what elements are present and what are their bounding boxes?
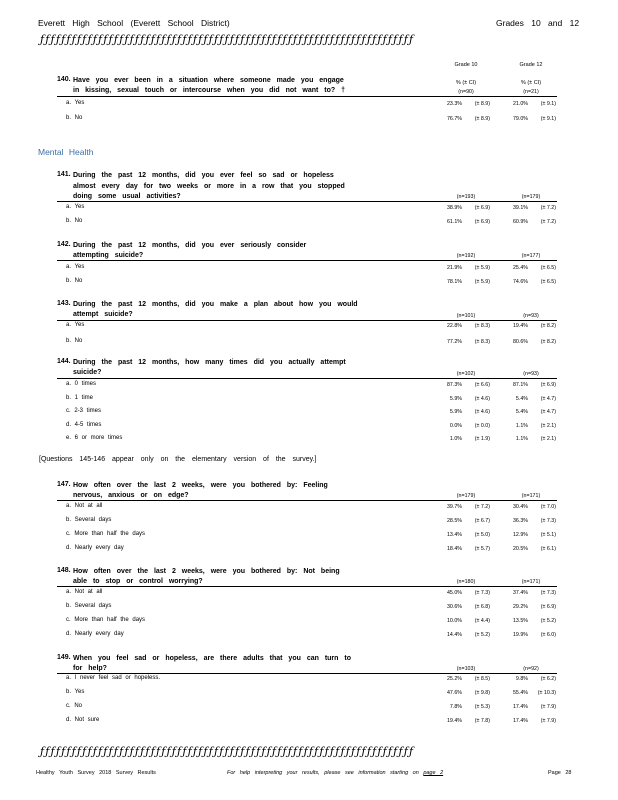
value-grade-10: 21.9% (446, 265, 462, 271)
value-grade-10: 22.8% (446, 323, 462, 329)
question-text: During the past 12 months, did you ever feel so sad or hopeless (73, 172, 334, 179)
question-text: doing some usual activities? (73, 193, 181, 200)
question-text: How often over the last 2 weeks, were you bothered by: Feeling (73, 482, 328, 489)
ci-grade-10: (± 6.7) (474, 518, 490, 524)
value-grade-10: 18.4% (446, 546, 462, 552)
question-text: How often over the last 2 weeks, were you bothered by: Not being (73, 568, 340, 575)
value-grade-12: 1.1% (515, 423, 528, 429)
answer-label: d. Not sure (66, 717, 100, 723)
sample-size-10: (n=101) (456, 313, 476, 319)
value-grade-10: 38.9% (446, 205, 462, 211)
ci-grade-12: (± 6.5) (540, 279, 556, 285)
grades-header: Grades 10 and 12 (496, 18, 580, 28)
value-grade-10: 28.5% (446, 518, 462, 524)
divider (57, 673, 557, 674)
answer-label: b. No (66, 278, 83, 284)
question-text: attempt suicide? (73, 311, 133, 318)
question-number: 149. (57, 654, 71, 661)
ci-grade-12: (± 7.3) (540, 518, 556, 524)
ci-grade-12: (± 5.1) (540, 532, 556, 538)
ci-grade-12: (± 10.3) (537, 690, 556, 696)
sample-size-10: (n=180) (456, 579, 476, 585)
sample-size-10: (n=193) (456, 194, 476, 200)
question-number: 144. (57, 358, 71, 365)
ci-grade-12: (± 4.7) (540, 409, 556, 415)
divider (57, 320, 557, 321)
sample-size-12: (n=171) (521, 493, 541, 499)
ci-grade-12: (± 6.5) (540, 265, 556, 271)
sample-size-12: (n=93) (523, 313, 539, 319)
divider (57, 96, 557, 97)
sample-size-10: (n=102) (456, 371, 476, 377)
ci-grade-10: (± 5.9) (474, 265, 490, 271)
question-number: 142. (57, 241, 71, 248)
divider (57, 586, 557, 587)
value-grade-12: 1.1% (515, 436, 528, 442)
value-grade-10: 23.3% (446, 101, 462, 107)
school-header: Everett High School (Everett School District) (38, 18, 230, 28)
question-number: 140. (57, 76, 71, 83)
ci-grade-10: (± 6.8) (474, 604, 490, 610)
value-grade-12: 79.0% (512, 116, 528, 122)
column-pct-ci-12: % (± CI) (520, 80, 542, 86)
value-grade-12: 80.6% (512, 339, 528, 345)
answer-label: b. No (66, 218, 83, 224)
ci-grade-12: (± 6.1) (540, 546, 556, 552)
sample-size-12: (n=179) (521, 194, 541, 200)
value-grade-10: 77.2% (446, 339, 462, 345)
question-number: 147. (57, 481, 71, 488)
question-text: almost every day for two weeks or more in a row that you stopped (73, 183, 345, 190)
value-grade-12: 5.4% (515, 396, 528, 402)
answer-label: d. Nearly every day (66, 545, 124, 551)
footer-page-number: Page 28 (548, 770, 572, 776)
ci-grade-12: (± 7.2) (540, 219, 556, 225)
value-grade-10: 30.6% (446, 604, 462, 610)
question-text: Have you ever been in a situation where someone made you engage (73, 77, 344, 84)
ci-grade-12: (± 7.9) (540, 718, 556, 724)
answer-label: a. Yes (66, 100, 85, 106)
answer-label: b. Yes (66, 689, 85, 695)
value-grade-10: 5.9% (449, 396, 462, 402)
ci-grade-10: (± 7.2) (474, 504, 490, 510)
ci-grade-12: (± 2.1) (540, 423, 556, 429)
value-grade-12: 29.2% (512, 604, 528, 610)
ci-grade-10: (± 5.0) (474, 532, 490, 538)
question-text: nervous, anxious or on edge? (73, 492, 189, 499)
value-grade-12: 55.4% (512, 690, 528, 696)
sample-size-12: (n=92) (523, 666, 539, 672)
question-number: 148. (57, 567, 71, 574)
ci-grade-10: (± 8.9) (474, 101, 490, 107)
value-grade-12: 37.4% (512, 590, 528, 596)
ci-grade-12: (± 9.1) (540, 101, 556, 107)
answer-label: b. Several days (66, 517, 112, 523)
sample-size-10: (n=103) (456, 666, 476, 672)
value-grade-12: 20.5% (512, 546, 528, 552)
answer-label: d. 4-5 times (66, 422, 102, 428)
question-text: for help? (73, 665, 107, 672)
value-grade-12: 36.3% (512, 518, 528, 524)
value-grade-10: 45.0% (446, 590, 462, 596)
ci-grade-12: (± 8.2) (540, 339, 556, 345)
answer-label: c. No (66, 703, 83, 709)
answer-label: e. 6 or more times (66, 435, 123, 441)
ci-grade-10: (± 8.9) (474, 116, 490, 122)
value-grade-10: 25.2% (446, 676, 462, 682)
ci-grade-10: (± 9.8) (474, 690, 490, 696)
answer-label: b. No (66, 338, 83, 344)
answer-label: d. Nearly every day (66, 631, 124, 637)
ci-grade-12: (± 7.9) (540, 704, 556, 710)
question-text: in kissing, sexual touch or intercourse when you did not want to? † (73, 87, 346, 94)
answer-label: b. 1 time (66, 395, 94, 401)
value-grade-12: 12.9% (512, 532, 528, 538)
value-grade-12: 21.0% (512, 101, 528, 107)
question-text: suicide? (73, 369, 102, 376)
value-grade-12: 5.4% (515, 409, 528, 415)
sample-size-12: (n=171) (521, 579, 541, 585)
answer-label: a. I never feel sad or hopeless. (66, 675, 161, 681)
value-grade-12: 19.4% (512, 323, 528, 329)
footer-help-link[interactable]: page 2 (423, 770, 444, 776)
answer-label: a. Yes (66, 264, 85, 270)
ci-grade-12: (± 5.2) (540, 618, 556, 624)
ci-grade-10: (± 5.3) (474, 704, 490, 710)
question-text: attempting suicide? (73, 252, 144, 259)
question-number: 143. (57, 300, 71, 307)
value-grade-10: 1.0% (449, 436, 462, 442)
value-grade-12: 13.5% (512, 618, 528, 624)
sample-size-10: (n=90) (458, 89, 474, 95)
value-grade-12: 74.6% (512, 279, 528, 285)
ci-grade-10: (± 7.3) (474, 590, 490, 596)
divider (57, 260, 557, 261)
question-text: able to stop or control worrying? (73, 578, 203, 585)
divider (57, 378, 557, 379)
value-grade-10: 13.4% (446, 532, 462, 538)
section-title: Mental Health (38, 147, 94, 157)
value-grade-10: 47.6% (446, 690, 462, 696)
value-grade-12: 25.4% (512, 265, 528, 271)
answer-label: a. Not at all (66, 589, 103, 595)
value-grade-10: 87.3% (446, 382, 462, 388)
value-grade-10: 78.1% (446, 279, 462, 285)
value-grade-10: 0.0% (449, 423, 462, 429)
answer-label: c. More than half the days (66, 617, 146, 623)
question-text: When you feel sad or hopeless, are there adults that you can turn to (73, 655, 351, 662)
column-grade-12: Grade 12 (519, 62, 543, 68)
survey-note: [Questions 145-146 appear only on the elementary version of the survey.] (39, 456, 317, 463)
ci-grade-10: (± 8.3) (474, 323, 490, 329)
value-grade-12: 87.1% (512, 382, 528, 388)
answer-label: c. More than half the days (66, 531, 146, 537)
sample-size-12: (n=21) (523, 89, 539, 95)
value-grade-12: 19.9% (512, 632, 528, 638)
value-grade-10: 39.7% (446, 504, 462, 510)
value-grade-10: 76.7% (446, 116, 462, 122)
ci-grade-10: (± 8.3) (474, 339, 490, 345)
sample-size-12: (n=177) (521, 253, 541, 259)
ci-grade-12: (± 2.1) (540, 436, 556, 442)
sample-size-12: (n=93) (523, 371, 539, 377)
value-grade-12: 30.4% (512, 504, 528, 510)
ci-grade-10: (± 0.0) (474, 423, 490, 429)
ci-grade-12: (± 6.9) (540, 382, 556, 388)
value-grade-10: 5.9% (449, 409, 462, 415)
top-separator: ƒƒƒƒƒƒƒƒƒƒƒƒƒƒƒƒƒƒƒƒƒƒƒƒƒƒƒƒƒƒƒƒƒƒƒƒƒƒƒƒƒƒƒƒƒƒƒƒƒƒƒƒƒƒƒƒƒƒƒƒƒƒƒƒƒƒƒƒƒƒƒ (40, 33, 415, 46)
sample-size-10: (n=179) (456, 493, 476, 499)
ci-grade-10: (± 6.9) (474, 205, 490, 211)
answer-label: b. No (66, 115, 83, 121)
ci-grade-12: (± 8.2) (540, 323, 556, 329)
ci-grade-10: (± 4.4) (474, 618, 490, 624)
ci-grade-10: (± 6.9) (474, 219, 490, 225)
footer-survey-title: Healthy Youth Survey 2018 Survey Results (36, 770, 156, 776)
value-grade-10: 7.8% (449, 704, 462, 710)
value-grade-12: 17.4% (512, 718, 528, 724)
footer-help-text (227, 770, 443, 776)
value-grade-10: 61.1% (446, 219, 462, 225)
sample-size-10: (n=192) (456, 253, 476, 259)
ci-grade-10: (± 5.2) (474, 632, 490, 638)
question-text: During the past 12 months, did you ever seriously consider (73, 242, 307, 249)
ci-grade-12: (± 9.1) (540, 116, 556, 122)
answer-label: a. Yes (66, 204, 85, 210)
ci-grade-10: (± 5.9) (474, 279, 490, 285)
bottom-separator: ƒƒƒƒƒƒƒƒƒƒƒƒƒƒƒƒƒƒƒƒƒƒƒƒƒƒƒƒƒƒƒƒƒƒƒƒƒƒƒƒƒƒƒƒƒƒƒƒƒƒƒƒƒƒƒƒƒƒƒƒƒƒƒƒƒƒƒƒƒƒƒ (40, 745, 415, 758)
value-grade-12: 60.9% (512, 219, 528, 225)
column-pct-ci-10: % (± CI) (455, 80, 477, 86)
ci-grade-12: (± 7.2) (540, 205, 556, 211)
divider (57, 201, 557, 202)
ci-grade-12: (± 7.3) (540, 590, 556, 596)
ci-grade-10: (± 4.6) (474, 409, 490, 415)
ci-grade-12: (± 7.0) (540, 504, 556, 510)
answer-label: a. Yes (66, 322, 85, 328)
ci-grade-10: (± 5.7) (474, 546, 490, 552)
value-grade-10: 10.0% (446, 618, 462, 624)
ci-grade-10: (± 4.6) (474, 396, 490, 402)
value-grade-12: 9.8% (515, 676, 528, 682)
ci-grade-10: (± 6.6) (474, 382, 490, 388)
ci-grade-10: (± 8.5) (474, 676, 490, 682)
column-grade-10: Grade 10 (454, 62, 478, 68)
answer-label: a. 0 times (66, 381, 97, 387)
ci-grade-10: (± 7.8) (474, 718, 490, 724)
ci-grade-12: (± 4.7) (540, 396, 556, 402)
ci-grade-12: (± 6.2) (540, 676, 556, 682)
value-grade-10: 19.4% (446, 718, 462, 724)
question-number: 141. (57, 171, 71, 178)
value-grade-10: 14.4% (446, 632, 462, 638)
answer-label: a. Not at all (66, 503, 103, 509)
ci-grade-12: (± 6.9) (540, 604, 556, 610)
question-text: During the past 12 months, how many times did you actually attempt (73, 359, 346, 366)
ci-grade-12: (± 6.0) (540, 632, 556, 638)
value-grade-12: 17.4% (512, 704, 528, 710)
divider (57, 500, 557, 501)
ci-grade-10: (± 1.9) (474, 436, 490, 442)
answer-label: b. Several days (66, 603, 112, 609)
question-text: During the past 12 months, did you make a plan about how you would (73, 301, 358, 308)
answer-label: c. 2-3 times (66, 408, 102, 414)
footer-help-label: For help interpreting your results, please see information starting on (227, 770, 419, 776)
value-grade-12: 39.1% (512, 205, 528, 211)
